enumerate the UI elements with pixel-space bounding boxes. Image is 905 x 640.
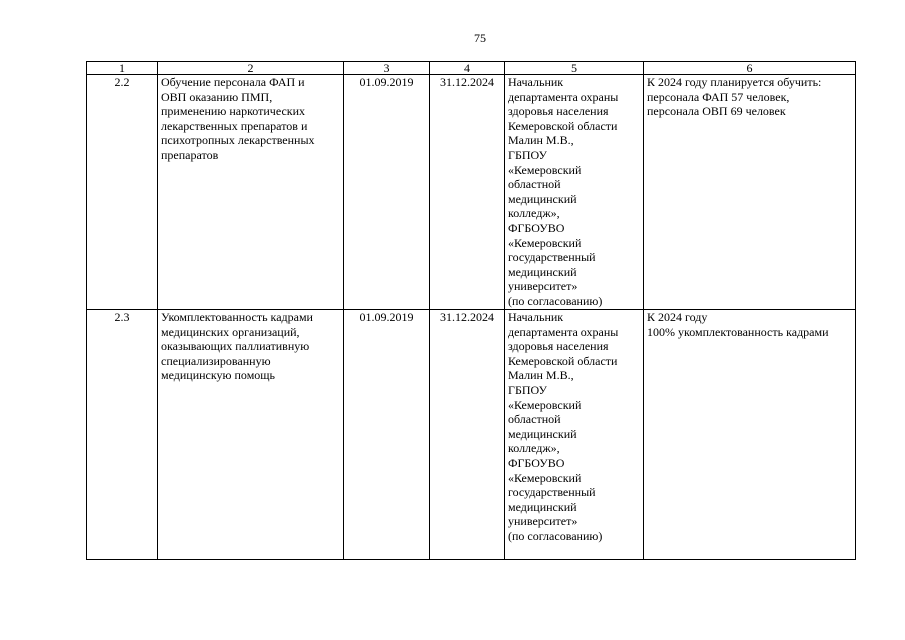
start-date: 01.09.2019 bbox=[344, 310, 430, 560]
text-line: Начальник bbox=[508, 310, 564, 324]
text-line: (по согласованию) bbox=[508, 293, 603, 308]
column-header: 6 bbox=[644, 62, 856, 75]
item-number: 2.3 bbox=[87, 310, 158, 560]
text-line: Начальник bbox=[508, 75, 564, 89]
text-line: департамента охраны bbox=[508, 324, 619, 339]
text-line: ФГБОУВО bbox=[508, 455, 565, 470]
text-line: Обучение персонала ФАП и bbox=[161, 75, 305, 89]
item-number: 2.2 bbox=[87, 75, 158, 310]
text-line: оказывающих паллиативную bbox=[161, 339, 310, 354]
text-line: университет» bbox=[508, 514, 578, 529]
text-line: Кемеровской области bbox=[508, 118, 618, 133]
text-line: специализированную bbox=[161, 353, 271, 368]
text-line: персонала ОВП 69 человек bbox=[647, 104, 786, 119]
table-row bbox=[87, 75, 856, 310]
responsible-parties bbox=[505, 310, 644, 560]
table-header-row bbox=[87, 62, 856, 75]
text-line: медицинский bbox=[508, 499, 577, 514]
column-header: 1 bbox=[87, 62, 158, 75]
text-line: «Кемеровский bbox=[508, 235, 582, 250]
text-line: лекарственных препаратов и bbox=[161, 118, 308, 133]
text-line: колледж», bbox=[508, 441, 560, 456]
text-line: Кемеровской области bbox=[508, 353, 618, 368]
text-line: ГБПОУ bbox=[508, 147, 547, 162]
text-line: государственный bbox=[508, 485, 596, 500]
text-line: здоровья населения bbox=[508, 104, 609, 119]
activity-description bbox=[158, 75, 344, 310]
column-header: 3 bbox=[344, 62, 430, 75]
text-line: ОВП оказанию ПМП, bbox=[161, 89, 273, 104]
text-line: К 2024 году bbox=[647, 310, 708, 324]
column-header: 5 bbox=[505, 62, 644, 75]
text-line: «Кемеровский bbox=[508, 397, 582, 412]
expected-result bbox=[644, 310, 856, 560]
start-date: 01.09.2019 bbox=[344, 75, 430, 310]
text-line: персонала ФАП 57 человек, bbox=[647, 89, 790, 104]
text-line: медицинский bbox=[508, 264, 577, 279]
end-date: 31.12.2024 bbox=[430, 75, 505, 310]
plan-table bbox=[86, 61, 856, 560]
text-line: «Кемеровский bbox=[508, 470, 582, 485]
text-line: колледж», bbox=[508, 206, 560, 221]
text-line: медицинскую помощь bbox=[161, 368, 276, 383]
text-line: медицинский bbox=[508, 191, 577, 206]
text-line: здоровья населения bbox=[508, 339, 609, 354]
text-line: Укомплектованность кадрами bbox=[161, 310, 313, 324]
table-row bbox=[87, 310, 856, 560]
text-line: «Кемеровский bbox=[508, 162, 582, 177]
column-header: 4 bbox=[430, 62, 505, 75]
column-header: 2 bbox=[158, 62, 344, 75]
text-line: (по согласованию) bbox=[508, 528, 603, 543]
text-line: Малин М.В., bbox=[508, 133, 574, 148]
end-date: 31.12.2024 bbox=[430, 310, 505, 560]
text-line: препаратов bbox=[161, 147, 219, 162]
text-line: областной bbox=[508, 412, 561, 427]
text-line: областной bbox=[508, 177, 561, 192]
responsible-parties bbox=[505, 75, 644, 310]
text-line: ФГБОУВО bbox=[508, 220, 565, 235]
text-line: государственный bbox=[508, 250, 596, 265]
page-number: 75 bbox=[474, 31, 486, 45]
expected-result bbox=[644, 75, 856, 310]
activity-description bbox=[158, 310, 344, 560]
text-line: психотропных лекарственных bbox=[161, 133, 315, 148]
text-line: ГБПОУ bbox=[508, 382, 547, 397]
text-line: университет» bbox=[508, 279, 578, 294]
text-line: 100% укомплектованность кадрами bbox=[647, 324, 829, 339]
text-line: департамента охраны bbox=[508, 89, 619, 104]
text-line: медицинских организаций, bbox=[161, 324, 300, 339]
text-line: К 2024 году планируется обучить: bbox=[647, 75, 822, 89]
text-line: применению наркотических bbox=[161, 104, 306, 119]
text-line: медицинский bbox=[508, 426, 577, 441]
text-line: Малин М.В., bbox=[508, 368, 574, 383]
